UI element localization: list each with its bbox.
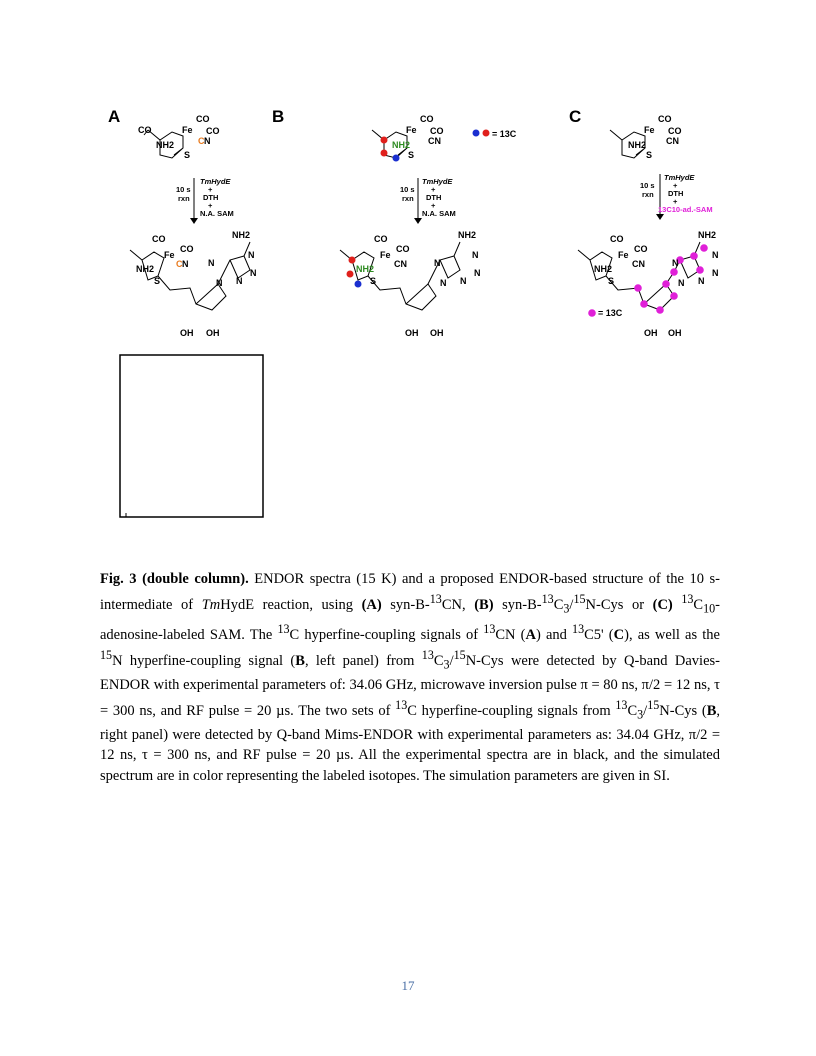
svg-text:CO: CO <box>138 125 152 135</box>
svg-text:NH2: NH2 <box>594 264 613 274</box>
svg-text:N: N <box>460 276 467 286</box>
svg-text:N: N <box>248 250 255 260</box>
svg-text:CO: CO <box>152 234 166 244</box>
svg-text:NH2: NH2 <box>698 230 717 240</box>
svg-text:Fe: Fe <box>164 250 175 260</box>
svg-text:CN: CN <box>394 259 407 269</box>
svg-text:CO: CO <box>430 126 444 136</box>
svg-text:CO: CO <box>196 114 210 124</box>
svg-text:10 s: 10 s <box>176 185 191 194</box>
svg-text:DTH: DTH <box>668 189 684 198</box>
svg-text:NH2: NH2 <box>156 140 175 150</box>
svg-text:N: N <box>698 276 705 286</box>
svg-text:rxn: rxn <box>642 190 654 199</box>
svg-text:C: C <box>198 136 205 146</box>
caption-label: Fig. 3 (double column). <box>100 571 249 587</box>
svg-text:NH2: NH2 <box>136 264 155 274</box>
svg-text:TmHydE: TmHydE <box>422 177 453 186</box>
svg-text:+: + <box>673 197 678 206</box>
svg-text:N: N <box>250 268 257 278</box>
panel-c-reactant <box>610 114 682 160</box>
legend-13c-c: = 13C <box>598 308 623 318</box>
svg-text:Fe: Fe <box>618 250 629 260</box>
svg-text:N: N <box>216 278 223 288</box>
svg-text:S: S <box>608 276 615 286</box>
svg-text:DTH: DTH <box>203 193 219 202</box>
svg-text:N: N <box>434 258 441 268</box>
legend-13c-b: = 13C <box>492 129 517 139</box>
svg-text:DTH: DTH <box>426 193 442 202</box>
svg-text:N: N <box>712 268 719 278</box>
svg-text:NH2: NH2 <box>232 230 251 240</box>
svg-text:CO: CO <box>396 244 410 254</box>
svg-text:CO: CO <box>374 234 388 244</box>
svg-text:S: S <box>408 150 415 160</box>
svg-text:CN: CN <box>632 259 645 269</box>
svg-text:OH: OH <box>405 328 419 338</box>
panel-a-arrow <box>176 177 234 224</box>
svg-text:N: N <box>182 259 189 269</box>
svg-text:TmHydE: TmHydE <box>200 177 231 186</box>
svg-text:Fe: Fe <box>380 250 391 260</box>
svg-text:CO: CO <box>610 234 624 244</box>
panel-b-reactant <box>372 114 517 162</box>
panel-letter-c: C <box>569 107 582 126</box>
panel-letter-b: B <box>272 107 285 126</box>
svg-text:rxn: rxn <box>178 194 190 203</box>
panel-b-arrow <box>400 177 456 224</box>
page-number: 17 <box>401 978 415 993</box>
svg-text:N: N <box>678 278 685 288</box>
svg-text:N: N <box>472 250 479 260</box>
svg-text:N.A. SAM: N.A. SAM <box>200 209 234 218</box>
panel-a-reactant <box>138 114 220 160</box>
svg-text:NH2: NH2 <box>628 140 647 150</box>
svg-text:CO: CO <box>420 114 434 124</box>
svg-text:S: S <box>370 276 377 286</box>
svg-text:10 s: 10 s <box>640 181 655 190</box>
svg-text:OH: OH <box>206 328 220 338</box>
svg-text:CO: CO <box>658 114 672 124</box>
panel-a-product <box>130 230 257 338</box>
svg-text:OH: OH <box>430 328 444 338</box>
svg-text:+: + <box>431 185 436 194</box>
svg-text:S: S <box>646 150 653 160</box>
svg-text:10 s: 10 s <box>400 185 415 194</box>
endor-spectra <box>120 355 263 517</box>
svg-text:N.A. SAM: N.A. SAM <box>422 209 456 218</box>
panel-c-product <box>578 230 719 338</box>
panel-b-product <box>340 230 481 338</box>
svg-text:CO: CO <box>180 244 194 254</box>
figure-caption: Fig. 3 (double column). ENDOR spectra (15 K) and a proposed ENDOR-based structure of the 10 s-intermediate of TmHydE reaction, using (A) syn-B-$^{13}$CN, (B) syn-$B-^{13}C_3/^{15}N$-Cys or (C) $^{13}C_{10}-adenosine$-labeled SAM. The $^{13}$C hyperfine-coupling signals of $^{13}$CN (A) and $^{13}$C5' (C), as well as the $^{15}$N hyperfine-coupling signal (B, left panel) from $^{13}C_3/^{15}N$-Cys were detected by Q-band Davies- ENDOR with experimental parameters of: 34.06 GHz, microwave inversion pulse π = 80 ns, π/2 = 12 ns, τ = 300 ns, and RF pulse = 20 µs. The two sets of $^{13}$C hyperfine-coupling signals from $^{13}C_3/^{15}N$-Cys (B, right panel) were detected by Q-band Mims-ENDOR with experimental parameters as: 34.04 GHz, π/2 = 12 ns, τ = 300 ns, and RF pulse = 20 µs. All the experimental spectra are in black, and the simulated spectrum are in color representing the labeled isotopes. The simulation parameters are given in SI. <box>100 571 721 784</box>
svg-text:CO: CO <box>668 126 682 136</box>
svg-text:OH: OH <box>180 328 194 338</box>
svg-text:TmHydE: TmHydE <box>664 173 695 182</box>
svg-text:N: N <box>208 258 215 268</box>
svg-text:Fe: Fe <box>644 125 655 135</box>
svg-text:CO: CO <box>634 244 648 254</box>
svg-text:rxn: rxn <box>402 194 414 203</box>
svg-text:CO: CO <box>206 126 220 136</box>
svg-text:S: S <box>154 276 161 286</box>
svg-text:13C10-ad.-SAM: 13C10-ad.-SAM <box>658 205 713 214</box>
svg-text:+: + <box>208 185 213 194</box>
spectrum-a-frame <box>120 355 263 517</box>
svg-text:Fe: Fe <box>406 125 417 135</box>
svg-text:N: N <box>440 278 447 288</box>
figure-3 <box>100 100 730 560</box>
svg-text:N: N <box>236 276 243 286</box>
svg-text:N: N <box>712 250 719 260</box>
svg-text:Fe: Fe <box>182 125 193 135</box>
svg-text:CN: CN <box>666 136 679 146</box>
cn-n: N <box>204 136 211 146</box>
svg-text:NH2: NH2 <box>356 264 375 274</box>
svg-text:C: C <box>176 259 183 269</box>
panel-c-arrow <box>640 173 713 220</box>
svg-text:N: N <box>672 258 679 268</box>
svg-text:NH2: NH2 <box>458 230 477 240</box>
svg-text:+: + <box>431 201 436 210</box>
svg-text:NH2: NH2 <box>392 140 411 150</box>
svg-text:S: S <box>184 150 191 160</box>
svg-text:+: + <box>673 181 678 190</box>
svg-text:N: N <box>474 268 481 278</box>
svg-text:OH: OH <box>668 328 682 338</box>
svg-text:OH: OH <box>644 328 658 338</box>
panel-letter-a: A <box>108 107 121 126</box>
svg-text:+: + <box>208 201 213 210</box>
svg-text:CN: CN <box>428 136 441 146</box>
